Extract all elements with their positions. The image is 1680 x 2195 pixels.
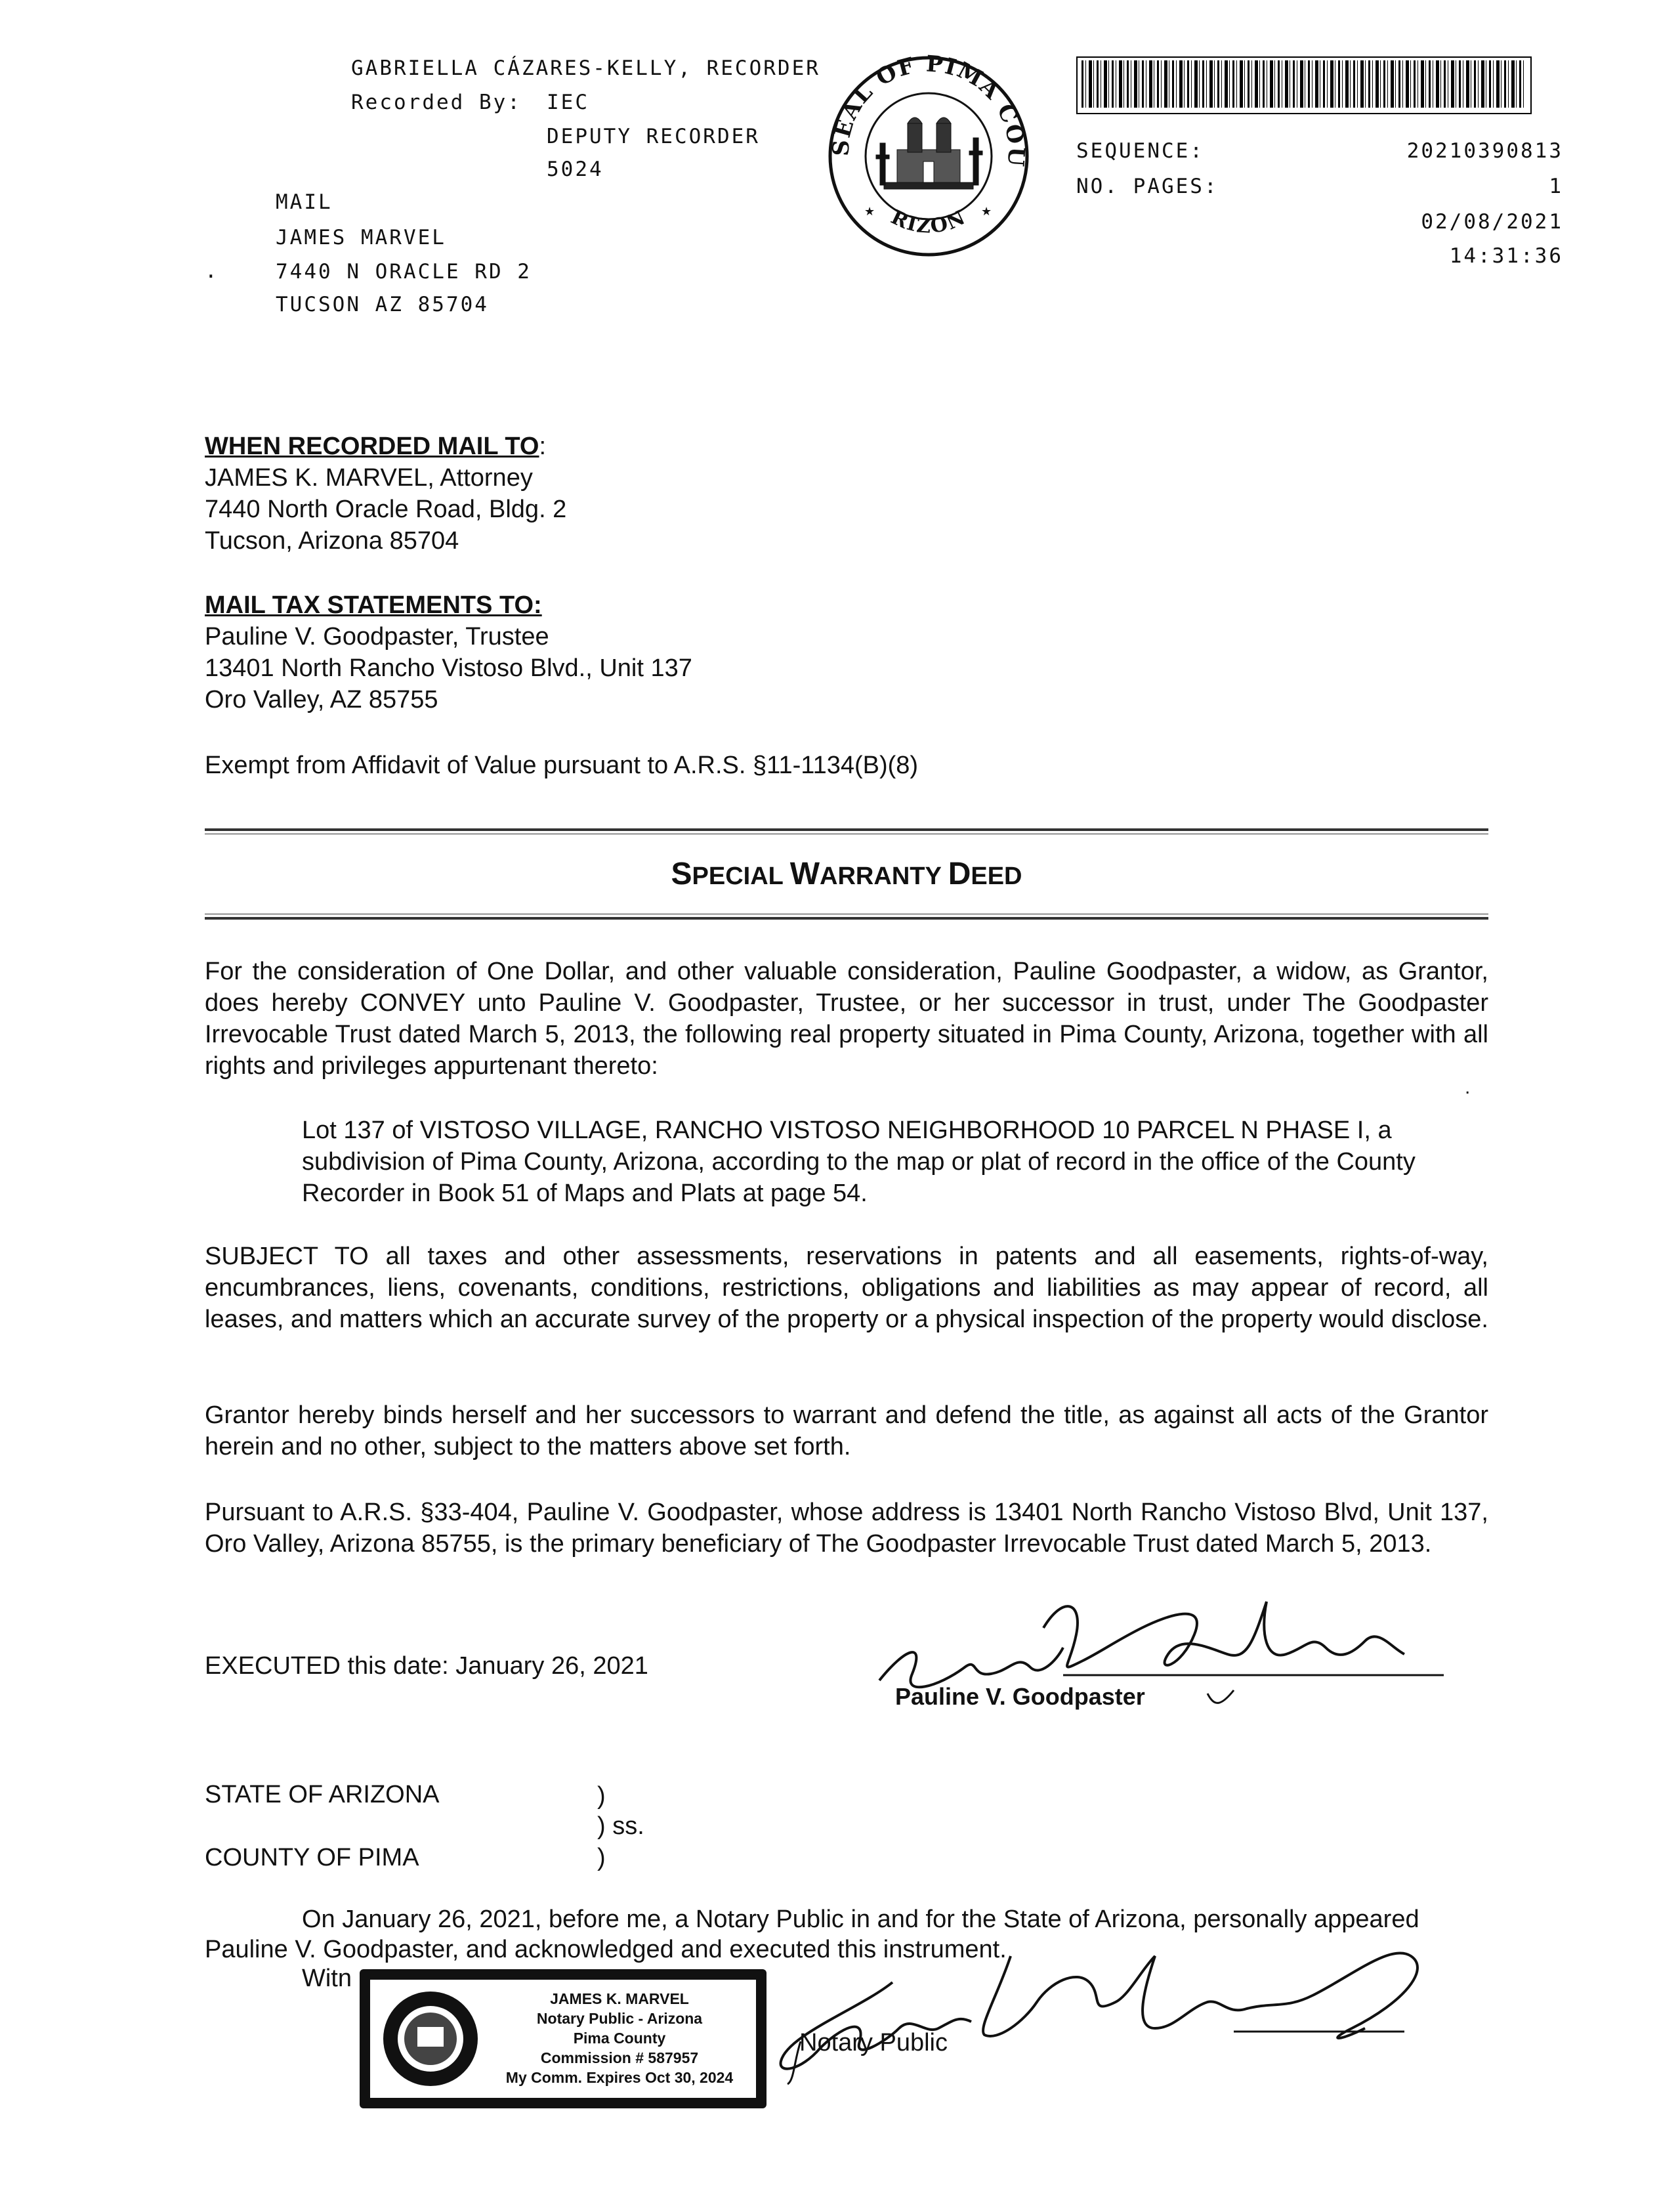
tax-statements-line3: Oro Valley, AZ 85755 — [205, 686, 438, 714]
sequence-value: 20210390813 — [1406, 139, 1563, 163]
notary-stamp-text — [488, 1989, 751, 2087]
barcode — [1082, 60, 1524, 108]
conveyance-paragraph: For the consideration of One Dollar, and other valuable consideration, Pauline Goodpaster, a widow, as Grantor, does hereby CONVEY unto Pauline V. Goodpaster, Trustee, or her successor in trust, under The Goodpaster Irrevocable Trust dated March 5, 2013, the following real property situated in Pima County, Arizona, together with all rights and privileges appurtenant thereto: — [205, 958, 1488, 1080]
stamp-name: JAMES K. MARVEL — [550, 1990, 689, 2007]
venue-ss: ) ss. — [597, 1812, 644, 1840]
title-rule-bottom — [205, 917, 1488, 920]
mail-city: TUCSON AZ 85704 — [276, 293, 489, 316]
svg-text:★: ★ — [864, 205, 875, 218]
tax-statements-heading: MAIL TAX STATEMENTS TO: — [205, 591, 542, 619]
svg-text:★: ★ — [981, 205, 992, 218]
deputy-number: 5024 — [547, 158, 604, 181]
recorded-by-value: IEC — [547, 91, 589, 114]
executed-date: EXECUTED this date: January 26, 2021 — [205, 1652, 648, 1680]
stray-dot: . — [1465, 1076, 1471, 1098]
pages-label: NO. PAGES: — [1076, 175, 1219, 198]
stamp-commission: Commission # 587957 — [540, 2049, 699, 2066]
seal-text-bottom: RIZON — [887, 205, 970, 238]
notary-ack-line2: Pauline V. Goodpaster, and acknowledged and executed this instrument. — [205, 1936, 1007, 1963]
tax-statements-block — [205, 589, 692, 715]
record-time: 14:31:36 — [1449, 244, 1563, 268]
when-recorded-line2: 7440 North Oracle Road, Bldg. 2 — [205, 496, 567, 523]
arizona-state-seal-icon — [379, 1988, 482, 2090]
bullet-dot: . — [205, 259, 219, 283]
mail-street: 7440 N ORACLE RD 2 — [276, 260, 532, 284]
pima-county-seal — [824, 51, 1034, 261]
stamp-expires: My Comm. Expires Oct 30, 2024 — [505, 2069, 734, 2086]
venue-paren-1: ) — [597, 1782, 606, 1810]
notary-stamp — [360, 1969, 766, 2108]
title-rule-top — [205, 828, 1488, 831]
sequence-label: SEQUENCE: — [1076, 139, 1204, 163]
when-recorded-line1: JAMES K. MARVEL, Attorney — [205, 464, 533, 492]
pages-value: 1 — [1549, 175, 1563, 198]
subject-to-paragraph: SUBJECT TO all taxes and other assessments, reservations in patents and all easements, rights-of-way, encumbrances, liens, covenants, conditions, restrictions, obligations and liabilities as may appear of record, all leases, and matters which an accurate survey of the property or a physical inspection of the property would disclose. — [205, 1243, 1488, 1333]
notary-public-label: Notary Public — [799, 2029, 948, 2056]
mail-name: JAMES MARVEL — [276, 226, 446, 249]
venue-state: STATE OF ARIZONA — [205, 1781, 440, 1808]
beneficiary-paragraph: Pursuant to A.R.S. §33-404, Pauline V. Goodpaster, whose address is 13401 North Rancho Vistoso Blvd, Unit 137, Oro Valley, Arizona 85755, is the primary beneficiary of The Goodpaster Irrevocable Trust dated March 5, 2013. — [205, 1499, 1488, 1558]
venue-county: COUNTY OF PIMA — [205, 1844, 419, 1871]
notary-stamp-inner — [370, 1980, 756, 2098]
tax-statements-line2: 13401 North Rancho Vistoso Blvd., Unit 137 — [205, 654, 692, 682]
exempt-statement: Exempt from Affidavit of Value pursuant to A.R.S. §11-1134(B)(8) — [205, 752, 919, 779]
record-date: 02/08/2021 — [1421, 210, 1563, 234]
when-recorded-heading: WHEN RECORDED MAIL TO — [205, 433, 539, 460]
stamp-title: Notary Public - Arizona — [536, 2010, 703, 2027]
tax-statements-line1: Pauline V. Goodpaster, Trustee — [205, 623, 549, 650]
witness-partial: Witn — [302, 1965, 352, 1992]
when-recorded-block — [205, 431, 566, 557]
warranty-paragraph: Grantor hereby binds herself and her successors to warrant and defend the title, as against all acts of the Grantor herein and no other, subject to the matters above set forth. — [205, 1401, 1488, 1460]
stamp-county: Pima County — [573, 2030, 666, 2047]
recorder-name: GABRIELLA CÁZARES-KELLY, RECORDER — [351, 56, 820, 80]
notary-ack-line1: On January 26, 2021, before me, a Notary Public in and for the State of Arizona, personally appeared — [302, 1906, 1419, 1933]
when-recorded-colon: : — [539, 433, 547, 460]
document-title: SPECIAL WARRANTY DEED — [671, 857, 1022, 891]
mail-label: MAIL — [276, 190, 333, 214]
seal-text-top: SEAL OF PIMA COU — [828, 51, 1030, 169]
notary-signature — [761, 1930, 1483, 2087]
legal-description: Lot 137 of VISTOSO VILLAGE, RANCHO VISTOSO NEIGHBORHOOD 10 PARCEL N PHASE I, a subdivision of Pima County, Arizona, according to the map or plat of record in the office of the County Recorder in Book 51 of Maps and Plats at page 54. — [302, 1117, 1416, 1207]
when-recorded-line3: Tucson, Arizona 85704 — [205, 527, 459, 555]
venue-paren-3: ) — [597, 1844, 606, 1871]
deputy-recorder: DEPUTY RECORDER — [547, 125, 760, 148]
seal-graphic — [824, 51, 1034, 261]
recorded-by-label: Recorded By: — [351, 91, 522, 114]
grantor-name: Pauline V. Goodpaster — [895, 1683, 1145, 1710]
